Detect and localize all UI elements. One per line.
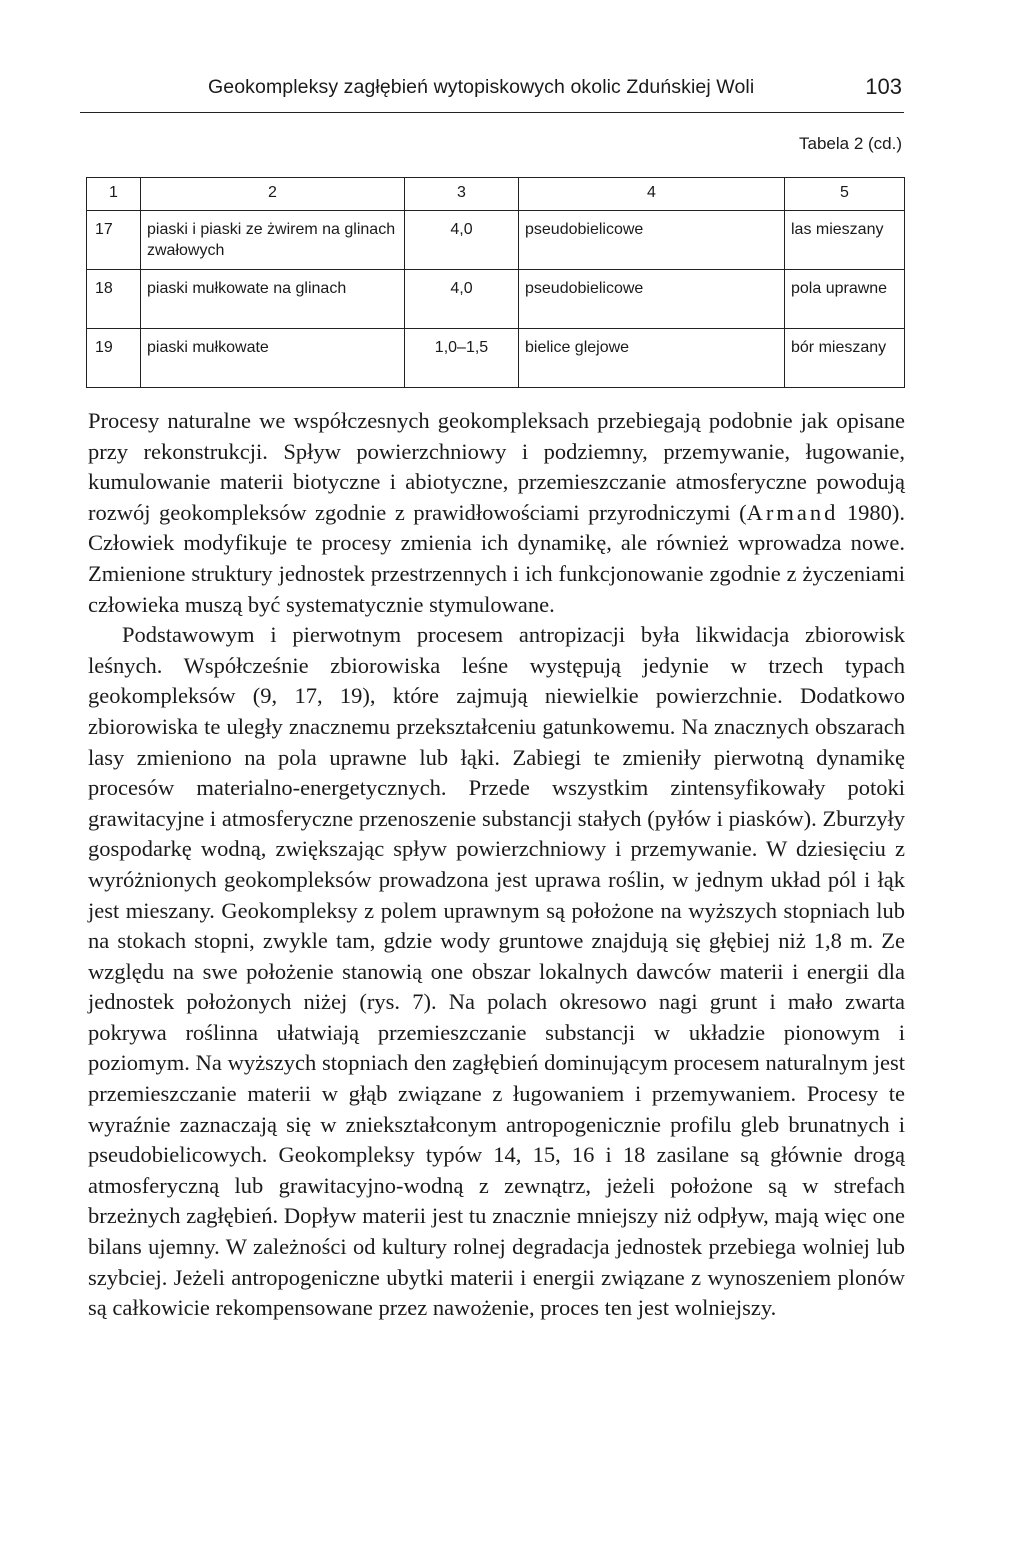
table-cell: bielice glejowe (519, 328, 785, 387)
table-cell: 4,0 (405, 210, 519, 269)
column-header: 3 (405, 178, 519, 211)
table-row (87, 210, 905, 269)
running-title: Geokompleksy zagłębień wytopiskowych okolic Zduńskiej Woli (208, 76, 755, 98)
paragraph: Podstawowym i pierwotnym procesem antropizacji była likwidacja zbiorowisk leśnych. Współcześnie zbiorowiska leśne występują jedynie w trzech typach geokompleksów (9, 17, 19), które zajmują niewielkie powierzchnie. Dodatkowo zbiorowiska te uległy znacznemu przekształceniu gatunkowemu. Na znacznych obszarach lasy zmieniono na pola uprawne lub łąki. Zabiegi te zmieniły pierwotną dynamikę procesów materialno-energetycznych. Przede wszystkim zintensyfikowały potoki grawitacyjne i atmosferyczne przenoszenie substancji stałych (pyłów i piasków). Zburzyły gospodarkę wodną, zwiększając spływ powierzchniowy i przemywanie. W dziesięciu z wyróżnionych geokompleksów prowadzona jest uprawa roślin, w jednym układ pól i łąk jest mieszany. Geokompleksy z polem uprawnym są położone na wyższych stopniach lub na stokach stopni, zwykle tam, gdzie wody gruntowe znajdują się głębiej niż 1,8 m. Ze względu na swe położenie stanowią one obszar lokalnych dawców materii i energii dla jednostek położonych niżej (rys. 7). Na polach okresowo nagi grunt i mało zwarta pokrywa roślinna ułatwiają przemieszczanie substancji w układzie pionowym i poziomym. Na wyższych stopniach den zagłębień dominującym procesem naturalnym jest przemieszczanie materii w głąb związane z ługowaniem i przemywaniem. Procesy te wyraźnie zaznaczają się w zniekształconym antropogenicznie profilu gleb brunatnych i pseudobielicowych. Geokompleksy typów 14, 15, 16 i 18 zasilane są głównie drogą atmosferyczną lub grawitacyjno-wodną z zewnątrz, jeżeli położone są w strefach brzeżnych zagłębień. Dopływ materii jest tu znacznie mniejszy niż odpływ, mają więc one bilans ujemny. W zależności od kultury rolnej degradacja jednostek przebiega wolniej lub szybciej. Jeżeli antropogeniczne ubytki materii i energii związane z wynoszeniem plonów są całkowicie rekompensowane przez nawożenie, proces ten jest wolniejszy. (88, 622, 905, 1321)
table-row (87, 269, 905, 328)
table-cell: 19 (87, 328, 141, 387)
column-header: 2 (141, 178, 405, 211)
page-number: 103 (865, 74, 902, 99)
column-header: 1 (87, 178, 141, 211)
geocomplex-table (86, 177, 905, 388)
table-cell: pola uprawne (785, 269, 905, 328)
table-cell: bór mieszany (785, 328, 905, 387)
table-caption: Tabela 2 (cd.) (799, 134, 902, 153)
table-cell: piaski i piaski ze żwirem na glinach zwałowych (141, 210, 405, 269)
table-cell: las mieszany (785, 210, 905, 269)
table-cell: 4,0 (405, 269, 519, 328)
table-cell: 17 (87, 210, 141, 269)
author-citation: Armand (746, 499, 839, 525)
body-text (88, 406, 905, 1324)
table-header-row (87, 178, 905, 211)
running-header (80, 74, 904, 113)
table-cell: 18 (87, 269, 141, 328)
table-cell: pseudobielicowe (519, 210, 785, 269)
paragraph-text: 1980). Człowiek modyfikuje te procesy zmienia ich dynamikę, ale również wprowadza nowe. Zmienione struktury jednostek przestrzennych i ich funkcjonowanie zgodnie z życzeniami człowieka muszą być systematycznie stymulowane. (88, 499, 905, 617)
table-cell: piaski mułkowate (141, 328, 405, 387)
paragraph (88, 406, 905, 620)
table-cell: pseudobielicowe (519, 269, 785, 328)
table-row (87, 328, 905, 387)
table-cell: 1,0–1,5 (405, 328, 519, 387)
column-header: 4 (519, 178, 785, 211)
table-cell: piaski mułkowate na glinach (141, 269, 405, 328)
column-header: 5 (785, 178, 905, 211)
paragraph-text: Procesy naturalne we współczesnych geokompleksach przebiegają podobnie jak opisane przy rekonstrukcji. Spływ powierzchniowy i podziemny, przemywanie, ługowanie, kumulowanie materii biotyczne i abiotyczne, przemieszczanie atmosferyczne powodują rozwój geokompleksów zgodnie z prawidłowościami przyrodniczymi ( (88, 408, 905, 525)
